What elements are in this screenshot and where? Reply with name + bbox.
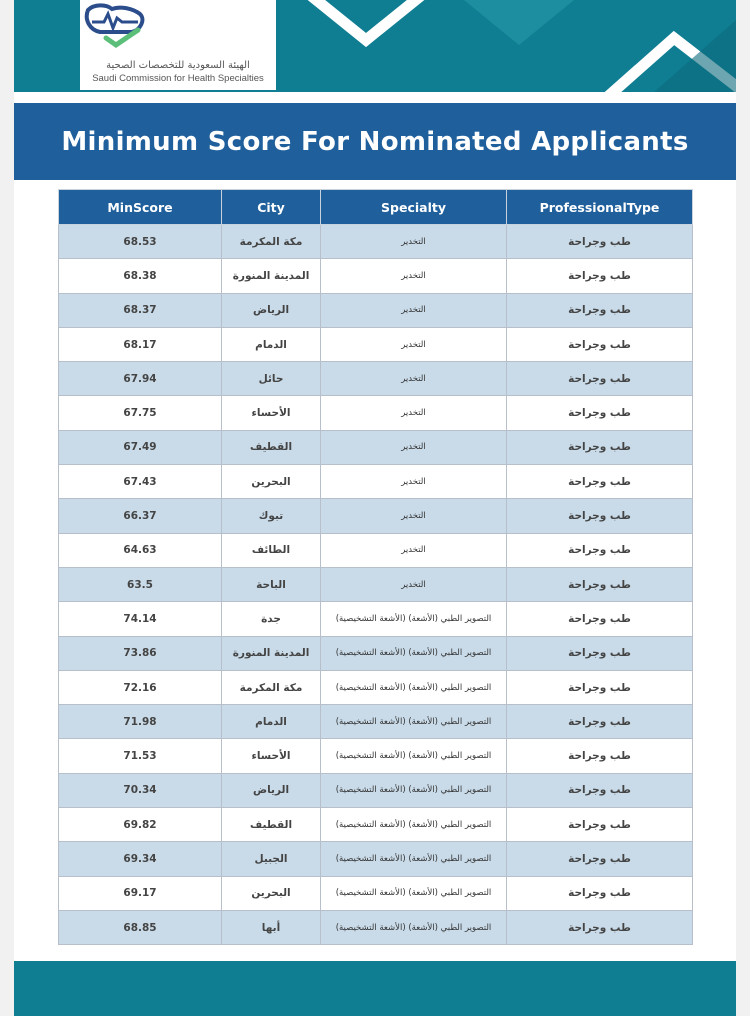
score-cell: 68.53	[59, 225, 222, 259]
score-cell: 68.17	[59, 327, 222, 361]
table-row	[59, 636, 693, 670]
table-row	[59, 362, 693, 396]
header-band	[14, 0, 736, 92]
score-cell: 67.75	[59, 396, 222, 430]
professional-type-cell: طب وجراحة	[507, 465, 693, 499]
professional-type-cell: طب وجراحة	[507, 636, 693, 670]
scores-table	[58, 189, 693, 945]
score-cell: 74.14	[59, 602, 222, 636]
table-row	[59, 327, 693, 361]
specialty-cell: التخدير	[321, 259, 507, 293]
header-professional-type: ProfessionalType	[507, 190, 693, 225]
table-row	[59, 499, 693, 533]
professional-type-cell: طب وجراحة	[507, 670, 693, 704]
logo-box	[80, 0, 276, 90]
table-row	[59, 465, 693, 499]
specialty-cell: التصوير الطبي (الأشعة) (الأشعة التشخيصية)	[321, 773, 507, 807]
score-cell: 72.16	[59, 670, 222, 704]
specialty-cell: التصوير الطبي (الأشعة) (الأشعة التشخيصية)	[321, 636, 507, 670]
table-row	[59, 808, 693, 842]
score-cell: 71.98	[59, 705, 222, 739]
professional-type-cell: طب وجراحة	[507, 396, 693, 430]
score-cell: 69.82	[59, 808, 222, 842]
footer-band	[14, 961, 736, 1016]
city-cell: حائل	[222, 362, 321, 396]
professional-type-cell: طب وجراحة	[507, 327, 693, 361]
header-specialty: Specialty	[321, 190, 507, 225]
table-header-row	[59, 190, 693, 225]
city-cell: الدمام	[222, 327, 321, 361]
score-cell: 64.63	[59, 533, 222, 567]
city-cell: الدمام	[222, 705, 321, 739]
score-cell: 70.34	[59, 773, 222, 807]
specialty-cell: التخدير	[321, 396, 507, 430]
table-row	[59, 739, 693, 773]
professional-type-cell: طب وجراحة	[507, 910, 693, 944]
score-cell: 67.43	[59, 465, 222, 499]
professional-type-cell: طب وجراحة	[507, 259, 693, 293]
specialty-cell: التصوير الطبي (الأشعة) (الأشعة التشخيصية)	[321, 842, 507, 876]
professional-type-cell: طب وجراحة	[507, 499, 693, 533]
table-row	[59, 293, 693, 327]
professional-type-cell: طب وجراحة	[507, 293, 693, 327]
city-cell: مكة المكرمة	[222, 670, 321, 704]
table-row	[59, 773, 693, 807]
city-cell: البحرين	[222, 465, 321, 499]
table-row	[59, 396, 693, 430]
table-row	[59, 225, 693, 259]
specialty-cell: التخدير	[321, 225, 507, 259]
specialty-cell: التخدير	[321, 293, 507, 327]
org-name-arabic: الهيئة السعودية للتخصصات الصحية	[106, 60, 250, 71]
professional-type-cell: طب وجراحة	[507, 362, 693, 396]
specialty-cell: التخدير	[321, 533, 507, 567]
table-row	[59, 842, 693, 876]
city-cell: الطائف	[222, 533, 321, 567]
score-cell: 69.17	[59, 876, 222, 910]
professional-type-cell: طب وجراحة	[507, 533, 693, 567]
table-row	[59, 567, 693, 601]
professional-type-cell: طب وجراحة	[507, 739, 693, 773]
city-cell: البحرين	[222, 876, 321, 910]
table-row	[59, 670, 693, 704]
score-cell: 67.49	[59, 430, 222, 464]
specialty-cell: التخدير	[321, 465, 507, 499]
city-cell: جدة	[222, 602, 321, 636]
score-cell: 71.53	[59, 739, 222, 773]
score-cell: 63.5	[59, 567, 222, 601]
score-cell: 67.94	[59, 362, 222, 396]
score-cell: 68.37	[59, 293, 222, 327]
city-cell: مكة المكرمة	[222, 225, 321, 259]
org-name-english: Saudi Commission for Health Specialties	[92, 73, 264, 84]
specialty-cell: التصوير الطبي (الأشعة) (الأشعة التشخيصية)	[321, 808, 507, 842]
specialty-cell: التصوير الطبي (الأشعة) (الأشعة التشخيصية)	[321, 739, 507, 773]
city-cell: الجبيل	[222, 842, 321, 876]
specialty-cell: التصوير الطبي (الأشعة) (الأشعة التشخيصية)	[321, 670, 507, 704]
specialty-cell: التخدير	[321, 430, 507, 464]
score-cell: 73.86	[59, 636, 222, 670]
specialty-cell: التخدير	[321, 362, 507, 396]
professional-type-cell: طب وجراحة	[507, 842, 693, 876]
header-city: City	[222, 190, 321, 225]
table-row	[59, 430, 693, 464]
city-cell: الأحساء	[222, 739, 321, 773]
page-title: Minimum Score For Nominated Applicants	[61, 126, 689, 157]
professional-type-cell: طب وجراحة	[507, 876, 693, 910]
specialty-cell: التصوير الطبي (الأشعة) (الأشعة التشخيصية)	[321, 910, 507, 944]
table-row	[59, 533, 693, 567]
city-cell: القطيف	[222, 430, 321, 464]
professional-type-cell: طب وجراحة	[507, 225, 693, 259]
specialty-cell: التخدير	[321, 567, 507, 601]
score-cell: 68.85	[59, 910, 222, 944]
score-cell: 68.38	[59, 259, 222, 293]
specialty-cell: التصوير الطبي (الأشعة) (الأشعة التشخيصية)	[321, 602, 507, 636]
document-page	[14, 0, 736, 1016]
professional-type-cell: طب وجراحة	[507, 773, 693, 807]
city-cell: تبوك	[222, 499, 321, 533]
table-row	[59, 705, 693, 739]
professional-type-cell: طب وجراحة	[507, 705, 693, 739]
city-cell: الرياض	[222, 293, 321, 327]
scfhs-logo-icon	[80, 0, 152, 50]
city-cell: المدينة المنورة	[222, 259, 321, 293]
score-cell: 69.34	[59, 842, 222, 876]
professional-type-cell: طب وجراحة	[507, 808, 693, 842]
specialty-cell: التخدير	[321, 327, 507, 361]
header-minscore: MinScore	[59, 190, 222, 225]
city-cell: الرياض	[222, 773, 321, 807]
table-row	[59, 876, 693, 910]
professional-type-cell: طب وجراحة	[507, 602, 693, 636]
city-cell: أبها	[222, 910, 321, 944]
table-row	[59, 259, 693, 293]
city-cell: الأحساء	[222, 396, 321, 430]
specialty-cell: التخدير	[321, 499, 507, 533]
city-cell: المدينة المنورة	[222, 636, 321, 670]
city-cell: القطيف	[222, 808, 321, 842]
professional-type-cell: طب وجراحة	[507, 430, 693, 464]
title-banner	[14, 103, 736, 180]
score-cell: 66.37	[59, 499, 222, 533]
specialty-cell: التصوير الطبي (الأشعة) (الأشعة التشخيصية)	[321, 876, 507, 910]
specialty-cell: التصوير الطبي (الأشعة) (الأشعة التشخيصية)	[321, 705, 507, 739]
table-row	[59, 910, 693, 944]
city-cell: الباحة	[222, 567, 321, 601]
professional-type-cell: طب وجراحة	[507, 567, 693, 601]
table-row	[59, 602, 693, 636]
